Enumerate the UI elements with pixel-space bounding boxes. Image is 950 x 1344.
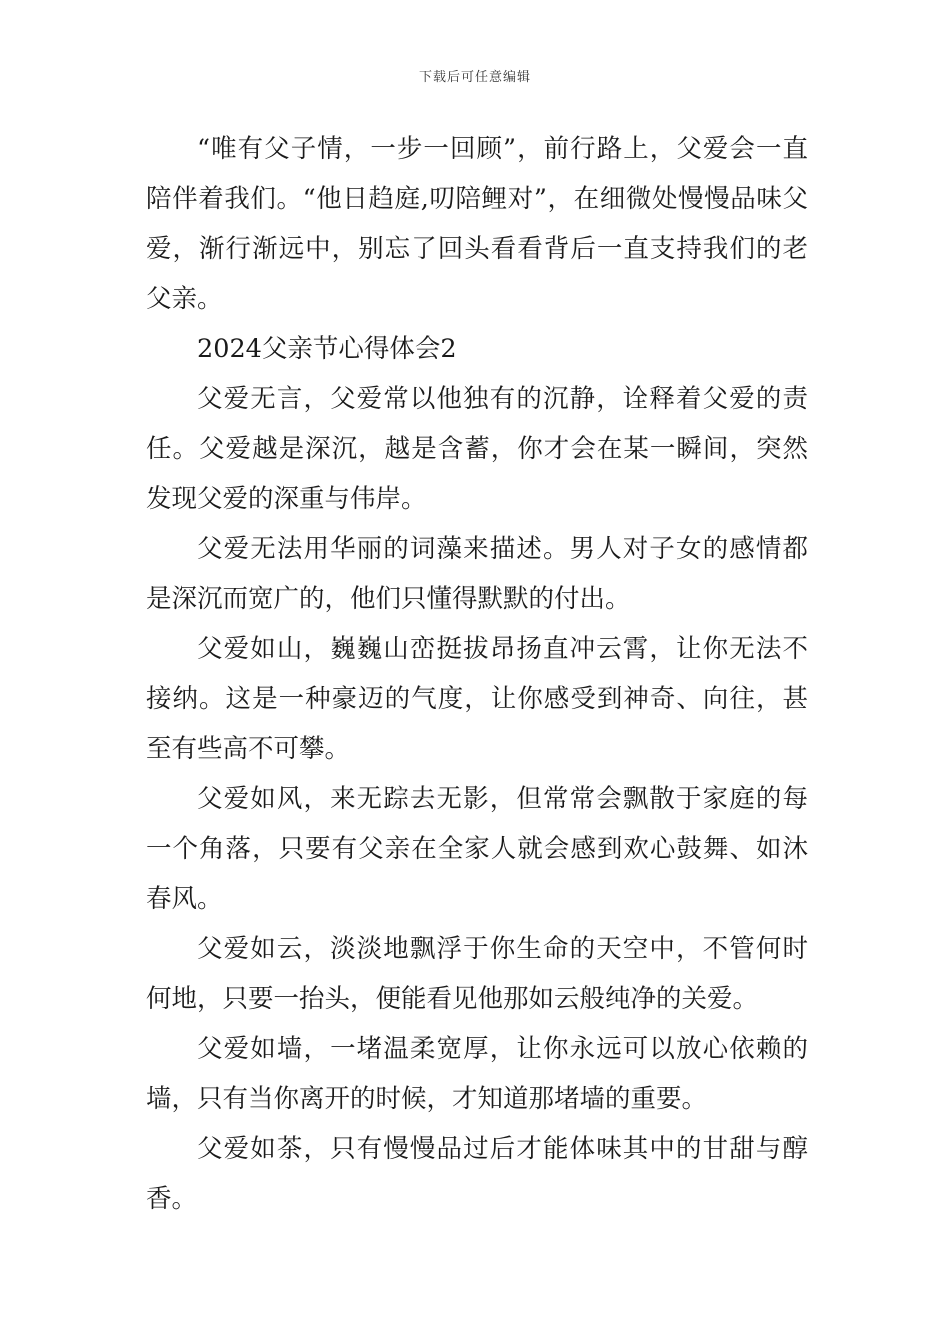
paragraph-silent-love: 父爱无言，父爱常以他独有的沉静，诠释着父爱的责任。父爱越是深沉，越是含蓄，你才会在某一瞬间，突然发现父爱的深重与伟岸。 [146, 384, 808, 514]
paragraph-indescribable: 父爱无法用华丽的词藻来描述。男人对子女的感情都是深沉而宽广的，他们只懂得默默的付出。 [146, 534, 808, 614]
paragraph-like-wind: 父爱如风，来无踪去无影，但常常会飘散于家庭的每一个角落，只要有父亲在全家人就会感到欢心鼓舞、如沐春风。 [146, 784, 808, 914]
paragraph-like-mountain: 父爱如山，巍巍山峦挺拔昂扬直冲云霄，让你无法不接纳。这是一种豪迈的气度，让你感受到神奇、向往，甚至有些高不可攀。 [146, 634, 808, 764]
section-heading: 2024父亲节心得体会2 [197, 334, 457, 364]
paragraph-like-cloud: 父爱如云，淡淡地飘浮于你生命的天空中，不管何时何地，只要一抬头，便能看见他那如云般纯净的关爱。 [146, 934, 808, 1014]
paragraph-like-tea: 父爱如茶，只有慢慢品过后才能体味其中的甘甜与醇香。 [146, 1134, 808, 1214]
paragraph-closing-intro: “唯有父子情，一步一回顾”，前行路上，父爱会一直陪伴着我们。“他日趋庭,叨陪鲤对”，在细微处慢慢品味父爱，渐行渐远中，别忘了回头看看背后一直支持我们的老父亲。 [146, 134, 808, 314]
paragraph-like-wall: 父爱如墙，一堵温柔宽厚，让你永远可以放心依赖的墙，只有当你离开的时候，才知道那堵墙的重要。 [146, 1034, 808, 1114]
header-note: 下载后可任意编辑 [418, 70, 531, 85]
document-body [146, 124, 808, 1224]
